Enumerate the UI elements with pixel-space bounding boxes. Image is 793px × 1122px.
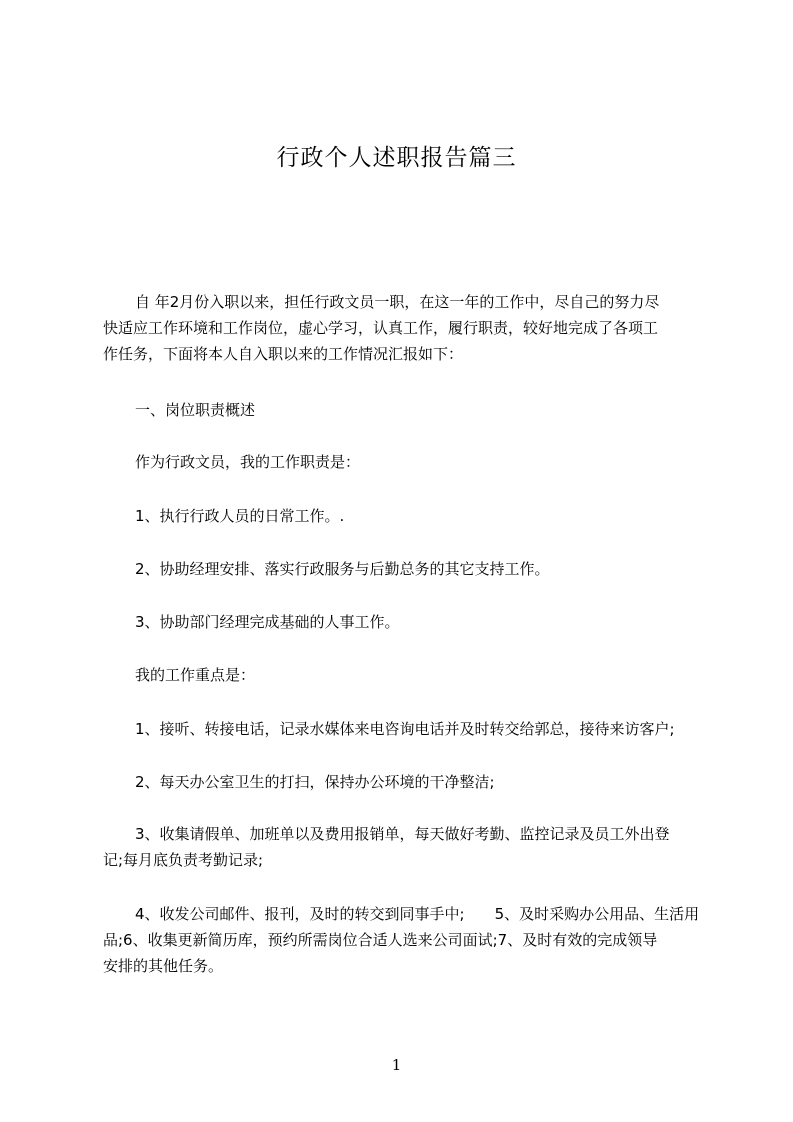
focus-item-1: 1、接听、转接电话，记录水媒体来电咨询电话并及时转交给郭总，接待来访客户; — [135, 720, 675, 738]
intro-line-2: 快适应工作环境和工作岗位，虚心学习，认真工作，履行职责，较好地完成了各项工 — [103, 319, 659, 337]
duty-item-1: 1、执行行政人员的日常工作。. — [135, 507, 345, 525]
focus-item-2: 2、每天办公室卫生的打扫，保持办公环境的干净整洁; — [135, 773, 495, 791]
duty-item-2: 2、协助经理安排、落实行政服务与后勤总务的其它支持工作。 — [135, 560, 550, 578]
duty-item-3: 3、协助部门经理完成基础的人事工作。 — [135, 613, 400, 631]
focus-item-4-line-1: 4、收发公司邮件、报刊，及时的转交到同事手中; 5、及时采购办公用品、生活用 — [135, 905, 700, 923]
focus-item-4 — [103, 901, 718, 979]
duties-intro: 作为行政文员，我的工作职责是： — [135, 453, 361, 471]
focus-item-3 — [103, 821, 718, 873]
focus-intro: 我的工作重点是： — [135, 666, 256, 684]
document-title: 行政个人述职报告篇三 — [276, 145, 517, 171]
section-heading-duties: 一、岗位职责概述 — [135, 401, 256, 419]
focus-item-3-line-2: 记;每月底负责考勤记录; — [103, 851, 264, 869]
focus-item-4-line-2: 品;6、收集更新简历库，预约所需岗位合适人选来公司面试;7、及时有效的完成领导 — [103, 931, 658, 949]
intro-line-1: 自 年2月份入职以来，担任行政文员一职，在这一年的工作中，尽自己的努力尽 — [135, 293, 660, 311]
focus-item-4-line-3: 安排的其他任务。 — [103, 957, 224, 975]
page-number: 1 — [391, 1056, 402, 1074]
focus-item-3-line-1: 3、收集请假单、加班单以及费用报销单，每天做好考勤、监控记录及员工外出登 — [135, 825, 670, 843]
intro-paragraph — [103, 289, 718, 367]
intro-line-3: 作任务，下面将本人自入职以来的工作情况汇报如下： — [103, 345, 464, 363]
